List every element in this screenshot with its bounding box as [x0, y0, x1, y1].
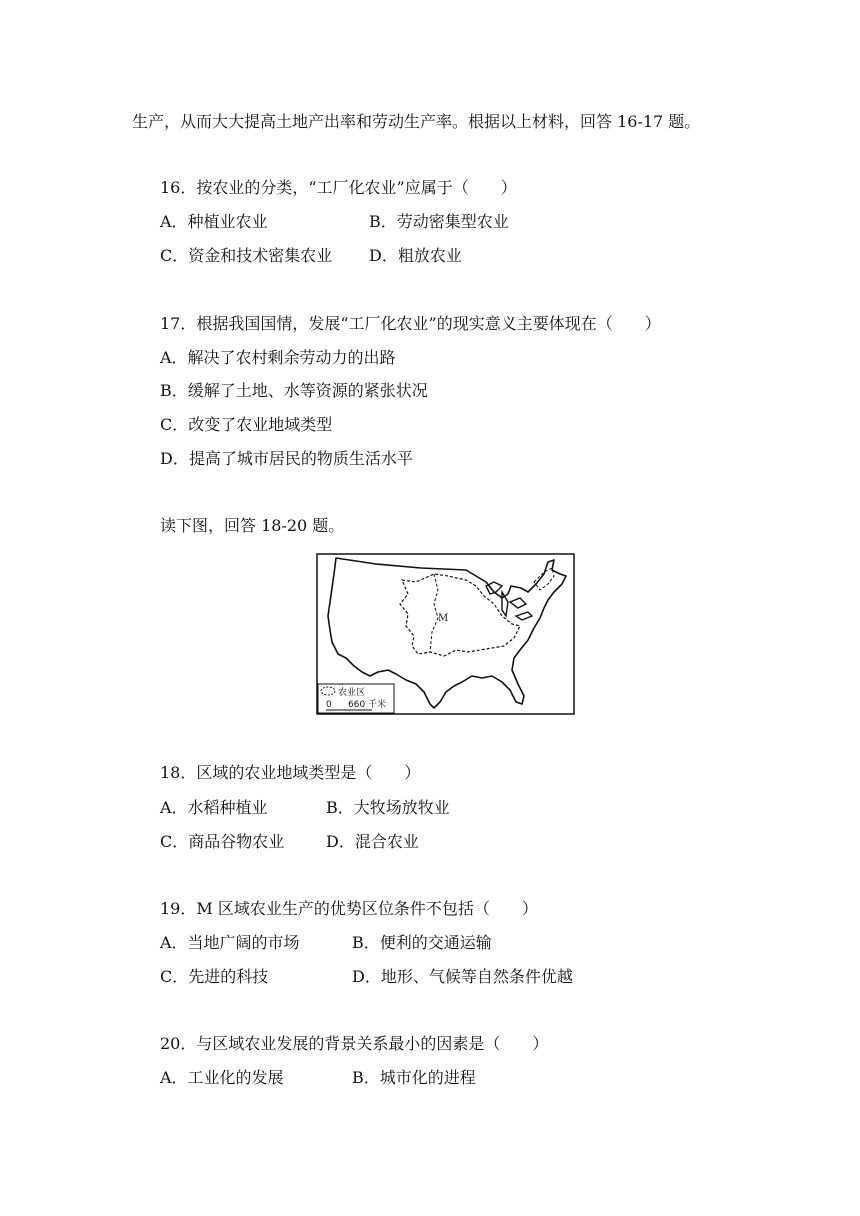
question-17-option-a: A．解决了农村剩余劳动力的出路 — [160, 348, 396, 367]
question-19-stem: 19．M 区域农业生产的优势区位条件不包括（ ） — [160, 899, 538, 918]
question-18-option-c: C．商品谷物农业 — [160, 832, 285, 851]
question-17-option-c: C．改变了农业地域类型 — [160, 415, 333, 434]
region-label-m: M — [438, 613, 449, 624]
intro-text: 生产，从而大大提高土地产出率和劳动生产率。根据以上材料，回答 16-17 题。 — [132, 112, 701, 131]
usa-agriculture-map — [316, 546, 576, 716]
question-17-option-d: D．提高了城市居民的物质生活水平 — [160, 449, 413, 468]
scale-zero: 0 — [326, 700, 332, 710]
question-20-option-b: B．城市化的进程 — [352, 1068, 476, 1087]
question-19-option-c: C．先进的科技 — [160, 967, 269, 986]
question-16-stem: 16．按农业的分类，“工厂化农业”应属于（ ） — [160, 178, 517, 197]
scale-text: 660 千米 — [348, 700, 387, 710]
question-16-option-b: B．劳动密集型农业 — [369, 212, 509, 231]
question-16-option-c: C．资金和技术密集农业 — [160, 246, 333, 265]
question-20-stem: 20．与区域农业发展的背景关系最小的因素是（ ） — [160, 1034, 549, 1053]
legend-label: 农业区 — [338, 688, 366, 698]
question-19-option-a: A．当地广阔的市场 — [160, 933, 300, 952]
question-18-option-d: D．混合农业 — [326, 832, 419, 851]
question-17-option-b: B．缓解了土地、水等资源的紧张状况 — [160, 381, 428, 400]
question-19-option-d: D．地形、气候等自然条件优越 — [352, 967, 573, 986]
question-20-option-a: A．工业化的发展 — [160, 1068, 284, 1087]
question-18-stem: 18．区域的农业地域类型是（ ） — [160, 763, 421, 782]
question-18-option-b: B．大牧场放牧业 — [326, 798, 450, 817]
question-17-stem: 17．根据我国国情，发展“工厂化农业”的现实意义主要体现在（ ） — [160, 314, 661, 333]
read-figure-prompt: 读下图，回答 18-20 题。 — [160, 516, 345, 535]
question-18-option-a: A．水稻种植业 — [160, 798, 268, 817]
question-16-option-d: D．粗放农业 — [369, 246, 462, 265]
question-19-option-b: B．便利的交通运输 — [352, 933, 492, 952]
question-16-option-a: A．种植业农业 — [160, 212, 268, 231]
